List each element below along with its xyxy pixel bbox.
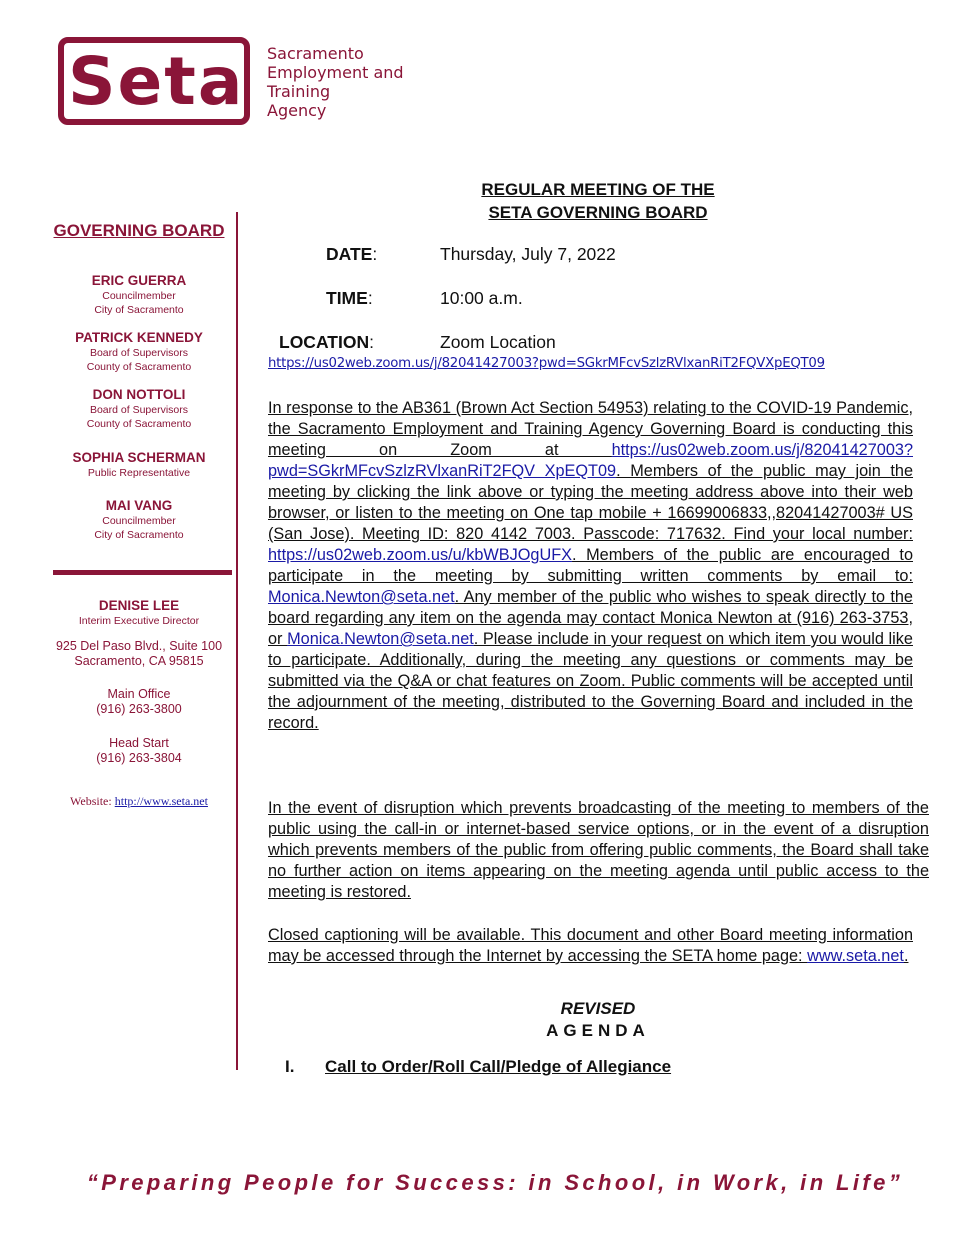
member-org: City of Sacramento [94,529,184,541]
member-name: DON NOTTOLI [92,387,186,402]
agenda-item-number: I. [285,1057,295,1076]
member-org: City of Sacramento [94,304,184,316]
revised-label: REVISED [560,999,636,1018]
member-name: MAI VANG [105,498,173,513]
footer-tagline: “Preparing People for Success: in School, in Work, in Life” [86,1170,904,1195]
agency-name-line: Sacramento [267,44,364,63]
member-role: Board of Supervisors [89,404,189,416]
agency-name-line: Training [267,82,331,101]
agency-address [44,639,234,669]
time-label: TIME [326,288,368,308]
sidebar-divider [236,212,238,1070]
location-value: Zoom Location [440,332,556,352]
meeting-title-line: REGULAR MEETING OF THE [481,180,715,199]
member-name: SOPHIA SCHERMAN [72,450,206,465]
agency-name-line: Employment and [267,63,404,82]
head-start-contact [44,736,234,766]
disruption-paragraph: In the event of disruption which prevents broadcasting of the meeting to members of the public using the call-in or internet-based service options, or in the event of a disruption which prevents members of the public from offering public comments, the Board shall take no further action on items appearing on the meeting agenda until public access to the meeting is restored. [268,799,929,901]
head-start-label: Head Start [109,736,169,750]
address-line: 925 Del Paso Blvd., Suite 100 [55,639,223,653]
member-role: Councilmember [102,515,176,527]
director-name: DENISE LEE [98,598,180,613]
address-line: Sacramento, CA 95815 [74,654,204,668]
member-role: Public Representative [87,467,191,479]
member-org: County of Sacramento [86,361,192,373]
member-name: ERIC GUERRA [91,273,187,288]
zoom-meeting-link-inline[interactable]: https://us02web.zoom.us/j/82041427003?pwd=SGkrMFcvSzlzRVlxanRiT2FQV XpEQT09 [268,441,913,480]
director-title: Interim Executive Director [78,615,200,627]
zoom-meeting-link[interactable]: https://us02web.zoom.us/j/82041427003?pwd=SGkrMFcvSzlzRVlxanRiT2FQVXpEQT09 [268,356,825,371]
time-label-row: TIME: [326,288,373,308]
notice-text: . Any member of the public who wishes to speak directly to the board regarding any item on the agenda may contact Monica Newton at (916) 263-3753, or [268,588,913,648]
notice-text: . Members of the public may join the meeting by clicking the link above or typing the meeting address above into their web browser, or listen to the meeting on One tap mobile + 16699006833,,82041427003# US (San Jose). Meeting ID: 820 4142 7003. Passcode: 717632. Find your local number: [268,462,914,543]
board-member [44,272,234,317]
meeting-title-line: SETA GOVERNING BOARD [488,203,708,222]
notice-text: . Members of the public are encouraged to participate in the meeting by submitting written comments by email to: [268,546,913,585]
notice-text: . Please include in your request on which item you would like to participate. Additionally, during the meeting any questions or comments may be submitted via the Q&A or chat features on Zoom. Public comments will be accepted until the adjournment of the meeting, distributed to the Governing Board and included in the record. [268,630,913,732]
date-label: DATE [326,244,373,264]
notice-text: In response to the AB361 (Brown Act Section 54953) relating to the COVID-19 Pandemic, the Sacramento Employment and Training Agency Governing Board is conducting this meeting on Zoom at [268,399,913,459]
agenda-item-label: Call to Order/Roll Call/Pledge of Allegiance [325,1057,672,1076]
agency-name-line: Agency [267,101,327,120]
caption-text: Closed captioning will be available. This document and other Board meeting information may be accessed through the Internet by accessing the SETA home page: [268,926,913,965]
seta-logo: Seta [68,43,245,120]
date-label-row: DATE: [326,244,378,264]
date-value: Thursday, July 7, 2022 [440,244,616,264]
seta-home-link[interactable]: www.seta.net [807,947,904,965]
agenda-heading: AGENDA [546,1021,650,1040]
main-office-label: Main Office [107,687,171,701]
website-label: Website: [70,794,115,808]
closed-caption-paragraph [268,925,913,967]
agency-name [267,44,447,120]
board-member [44,497,234,542]
email-link[interactable]: Monica.Newton@seta.net [287,630,474,648]
sidebar-separator-bar [53,570,232,575]
main-office-contact [44,687,234,717]
email-link[interactable]: Monica.Newton@seta.net [268,588,455,606]
time-value: 10:00 a.m. [440,288,523,308]
board-member [44,329,234,374]
website-link[interactable]: http://www.seta.net [114,794,208,808]
board-member [44,449,234,480]
member-name: PATRICK KENNEDY [75,330,203,345]
head-start-phone: (916) 263-3804 [96,751,182,765]
member-role: Councilmember [102,290,176,302]
covid-notice-paragraph [268,398,913,734]
member-org: County of Sacramento [86,418,192,430]
main-office-phone: (916) 263-3800 [96,702,182,716]
meeting-title [430,178,766,224]
caption-text: . [903,947,909,965]
governing-board-heading: GOVERNING BOARD [53,221,225,240]
website-line [44,794,234,809]
location-label: LOCATION [279,332,370,352]
executive-director [44,597,234,628]
local-number-link[interactable]: https://us02web.zoom.us/u/kbWBJOgUFX [268,546,573,564]
board-member [44,386,234,431]
member-role: Board of Supervisors [89,347,189,359]
location-label-row: LOCATION: [279,332,374,352]
